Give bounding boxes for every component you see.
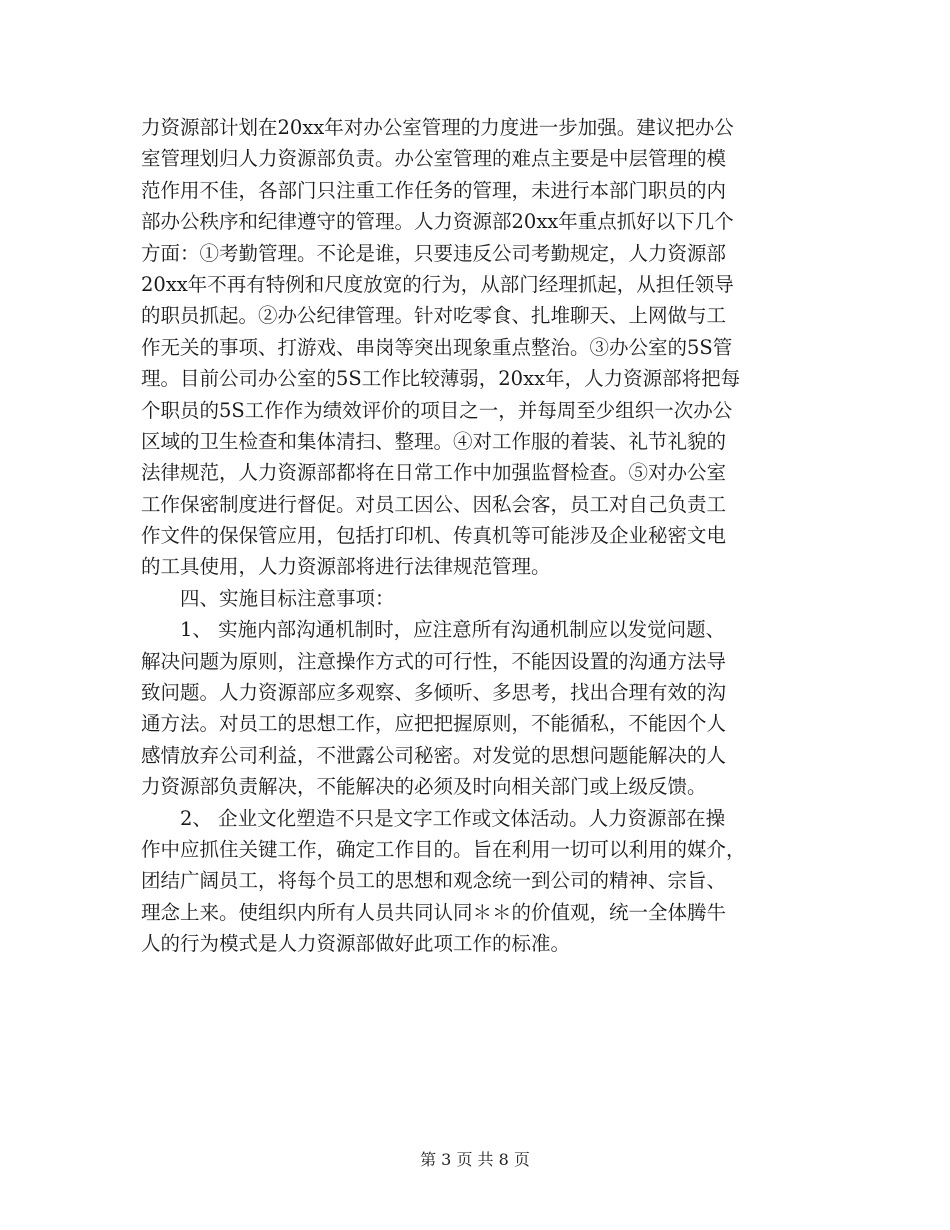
- text-line: 作无关的事项、打游戏、串岗等突出现象重点整治。③办公室的5S管: [141, 335, 733, 359]
- text-line: 理。目前公司办公室的5S工作比较薄弱，20xx年，人力资源部将把每: [141, 367, 741, 391]
- text-line: 力资源部计划在20xx年对办公室管理的力度进一步加强。建议把办公: [141, 116, 734, 139]
- text-line: 1、 实施内部沟通机制时，应注意所有沟通机制应以发觉问题、: [141, 618, 726, 642]
- section-heading: 四、实施目标注意事项：: [141, 586, 395, 610]
- text-line: 理念上来。使组织内所有人员共同认同＊＊的价值观，统一全体腾牛: [141, 900, 727, 924]
- page-footer: [0, 1150, 950, 1170]
- text-line: 部办公秩序和纪律遵守的管理。人力资源部20xx年重点抓好以下几个: [141, 210, 734, 234]
- text-line: 方面：①考勤管理。不论是谁，只要违反公司考勤规定，人力资源部: [141, 241, 727, 265]
- text-line: 感情放弃公司利益，不泄露公司秘密。对发觉的思想问题能解决的人: [141, 743, 727, 767]
- text-line: 2、 企业文化塑造不只是文字工作或文体活动。人力资源部在操: [141, 806, 726, 830]
- page-indicator: 第 3 页 共 8 页: [420, 1150, 530, 1169]
- text-line: 致问题。人力资源部应多观察、多倾听、多思考，找出合理有效的沟: [141, 681, 727, 705]
- text-line: 的工具使用，人力资源部将进行法律规范管理。: [141, 555, 551, 579]
- text-line: 人的行为模式是人力资源部做好此项工作的标准。: [141, 932, 571, 956]
- text-line: 区域的卫生检查和集体清扫、整理。④对工作服的着装、礼节礼貌的: [141, 429, 727, 453]
- text-line: 的职员抓起。②办公纪律管理。针对吃零食、扎堆聊天、上网做与工: [141, 304, 727, 328]
- text-line: 室管理划归人力资源部负责。办公室管理的难点主要是中层管理的模: [141, 147, 727, 171]
- text-line: 解决问题为原则，注意操作方式的可行性，不能因设置的沟通方法导: [141, 649, 727, 673]
- text-line: 力资源部负责解决，不能解决的必须及时向相关部门或上级反馈。: [141, 775, 707, 799]
- text-line: 工作保密制度进行督促。对员工因公、因私会客，员工对自己负责工: [141, 492, 727, 516]
- text-line: 法律规范，人力资源部都将在日常工作中加强监督检查。⑤对办公室: [141, 461, 727, 485]
- text-line: 作文件的保保管应用，包括打印机、传真机等可能涉及企业秘密文电: [141, 524, 727, 548]
- text-line: 作中应抓住关键工作，确定工作目的。旨在利用一切可以利用的媒介，: [141, 837, 746, 861]
- text-line: 20xx年不再有特例和尺度放宽的行为，从部门经理抓起，从担任领导: [141, 272, 734, 296]
- text-line: 团结广阔员工，将每个员工的思想和观念统一到公司的精神、宗旨、: [141, 869, 727, 893]
- document-body: [141, 112, 801, 960]
- text-line: 范作用不佳，各部门只注重工作任务的管理，未进行本部门职员的内: [141, 178, 727, 202]
- text-line: 个职员的5S工作作为绩效评价的项目之一，并每周至少组织一次办公: [141, 398, 733, 422]
- text-line: 通方法。对员工的思想工作，应把把握原则，不能循私，不能因个人: [141, 712, 727, 736]
